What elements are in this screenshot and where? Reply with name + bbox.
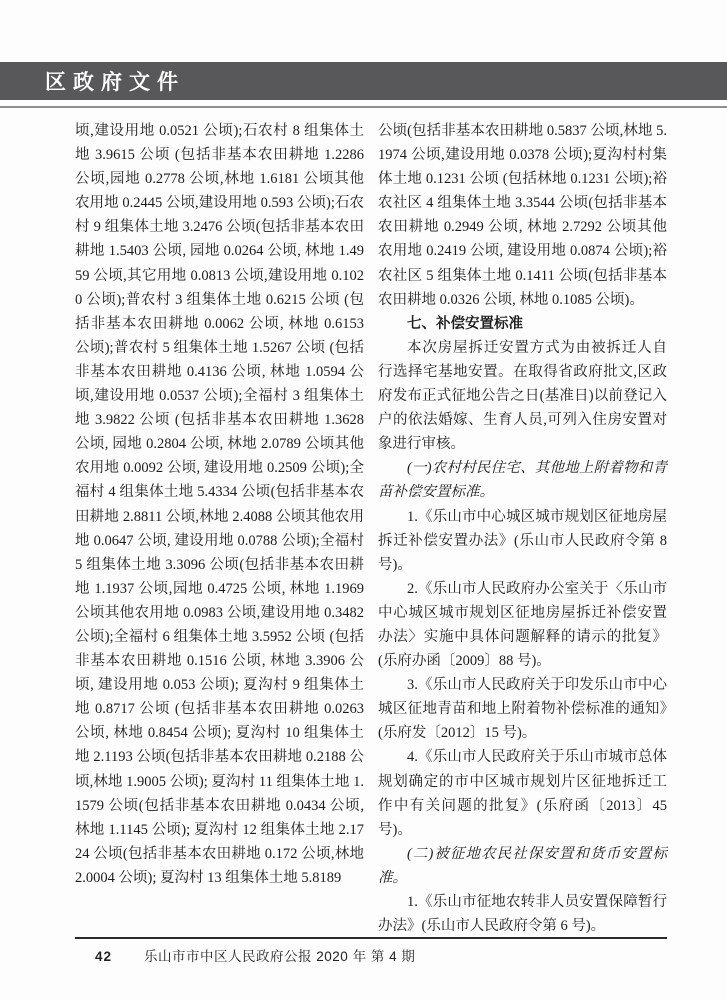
paragraph-intro: 本次房屋拆迁安置方式为由被拆迁人自行选择宅基地安置。在取得省政府批文,区政府发布正式征地公告之日(基准日)以前登记入户的依法婚嫁、生育人员,可列入住房安置对象进行审核。 [378, 339, 667, 453]
right-column-continuation-text: 公顷(包括非基本农田耕地 0.5837 公顷,林地 5.1974 公顷,建设用地 0.0378 公顷);夏沟村村集体土地 0.1231 公顷 (包括林地 0.1231 公顷);裕农社区 4 组集体土地 3.3544 公顷(包括非基本农田耕地 0.2949 公顷, 林地 2.7292 公顷其他农用地 0.2419 公顷, 建设用地 0.0874 公顷);裕农社区 5 组集体土地 0.1411 公顷(包括非基本农田耕地 0.0326 公顷, 林地 0.1085 公顷)。 [378, 123, 667, 308]
footer-divider [75, 937, 667, 939]
subsection-one-item-4: 4.《乐山市人民政府关于乐山市城市总体规划确定的市中区城市规划片区征地拆迁工作中有关问题的批复》(乐府函〔2013〕45 号)。 [378, 749, 667, 838]
page-number: 42 [95, 949, 113, 964]
subsection-two-item-1: 1.《乐山市征地农转非人员安置保障暂行办法》(乐山市人民政府令第 6 号)。 [378, 894, 667, 935]
section-heading-compensation-standards: 七、补偿安置标准 [407, 315, 523, 332]
left-column [75, 119, 364, 938]
section-header-band [0, 62, 727, 100]
subsection-one-item-2: 2.《乐山市人民政府办公室关于〈乐山市中心城区城市规划区征地房屋拆迁补偿安置办法〉实施中具体问题解释的请示的批复》(乐府办函〔2009〕88 号)。 [378, 580, 667, 670]
header-divider [0, 106, 727, 108]
subsection-one-heading: (一)农村村民住宅、其他地上附着物和青苗补偿安置标准。 [378, 460, 667, 501]
section-title: 区政府文件 [45, 71, 185, 94]
left-column-continuation-text: 顷,建设用地 0.0521 公顷);石农村 8 组集体土地 3.9615 公顷 (包括非基本农田耕地 1.2286 公顷,园地 0.2778 公顷,林地 1.6181 公顷其他农用地 0.2445 公顷,建设用地 0.593 公顷);石农村 9 组集体土地 3.2476 公顷(包括非基本农田耕地 1.5403 公顷, 园地 0.0264 公顷, 林地 1.4959 公顷,其它用地 0.0813 公顷,建设用地 0.1020 公顷);普农村 3 组集体土地 0.6215 公顷 (包括非基本农田耕地 0.0062 公顷, 林地 0.6153 公顷);普农村 5 组集体土地 1.5267 公顷 (包括非基本农田耕地 0.4136 公顷, 林地 1.0594 公顷,建设用地 0.0537 公顷);全福村 3 组集体土地 3.9822 公顷 (包括非基本农田耕地 1.3628 公顷, 园地 0.2804 公顷, 林地 2.0789 公顷其他农用地 0.0092 公顷, 建设用地 0.2509 公顷);全福村 4 组集体土地 5.4334 公顷(包括非基本农田耕地 2.8811 公顷,林地 2.4088 公顷其他农用地 0.0647 公顷, 建设用地 0.0788 公顷);全福村 5 组集体土地 3.3096 公顷(包括非基本农田耕地 1.1937 公顷,园地 0.4725 公顷, 林地 1.1969 公顷其他农用地 0.0983 公顷,建设用地 0.3482 公顷);全福村 6 组集体土地 3.5952 公顷 (包括非基本农田耕地 0.1516 公顷, 林地 3.3906 公顷, 建设用地 0.053 公顷); 夏沟村 9 组集体土地 0.8717 公顷 (包括非基本农田耕地 0.0263 公顷, 林地 0.8454 公顷); 夏沟村 10 组集体土地 2.1193 公顷(包括非基本农田耕地 0.2188 公顷,林地 1.9005 公顷); 夏沟村 11 组集体土地 1.1579 公顷(包括非基本农田耕地 0.0434 公顷,林地 1.1145 公顷); 夏沟村 12 组集体土地 2.1724 公顷(包括非基本农田耕地 0.172 公顷,林地 2.0004 公顷); 夏沟村 13 组集体土地 5.8189 [75, 123, 364, 886]
publication-title: 乐山市市中区人民政府公报 2020 年 第 4 期 [144, 949, 416, 964]
subsection-one-item-3: 3.《乐山市人民政府关于印发乐山市中心城区征地青苗和地上附着物补偿标准的通知》(乐府发〔2012〕15 号)。 [378, 677, 667, 742]
right-column [378, 119, 667, 938]
page-footer [95, 945, 415, 965]
subsection-one-item-1: 1.《乐山市中心城区城市规划区征地房屋拆迁补偿安置办法》(乐山市人民政府令第 8 号)。 [378, 508, 667, 573]
subsection-two-heading: (二)被征地农民社保安置和货币安置标准。 [378, 845, 667, 886]
document-body [75, 119, 667, 938]
